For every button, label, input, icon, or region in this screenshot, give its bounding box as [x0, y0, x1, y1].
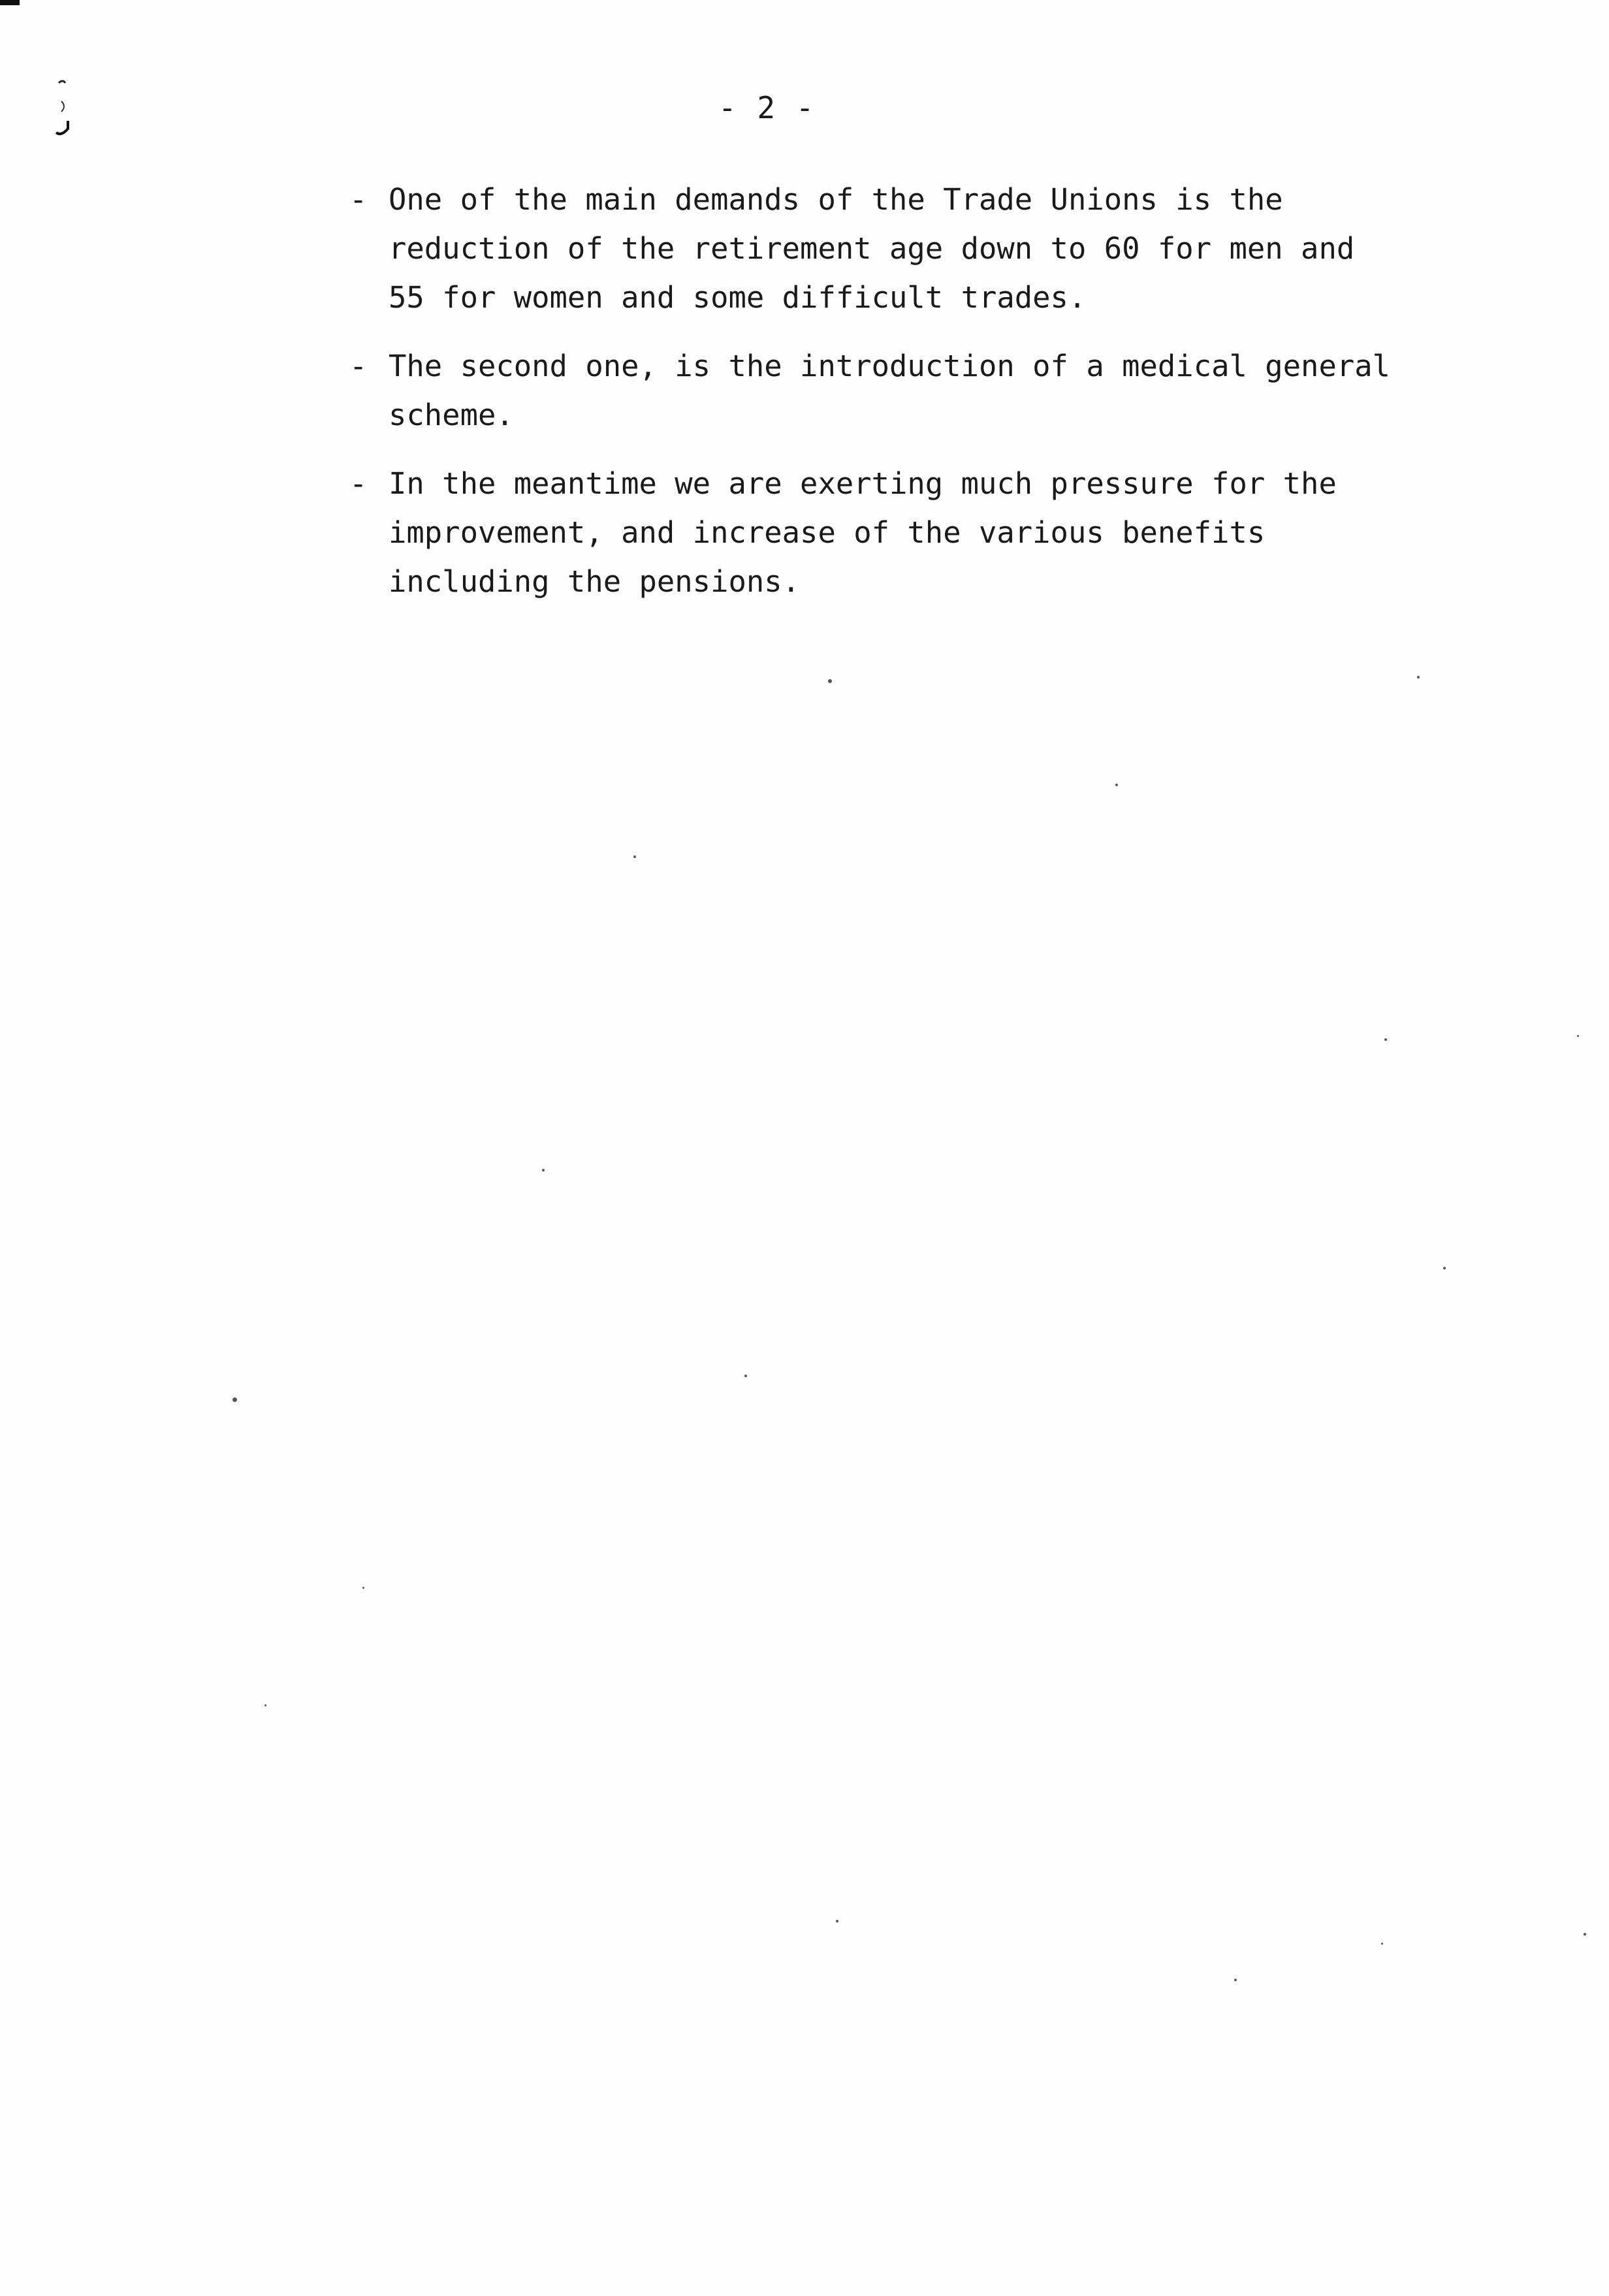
scan-speck	[1577, 1035, 1579, 1037]
bullet-line: In the meantime we are exerting much pressure for the	[389, 466, 1337, 501]
bullet-item	[349, 459, 1564, 606]
bullet-line: improvement, and increase of the various benefits	[389, 515, 1266, 550]
bullet-dash: -	[349, 349, 368, 383]
scan-speck	[1234, 1979, 1237, 1981]
bullet-line: including the pensions.	[389, 564, 801, 599]
scan-speck	[542, 1169, 545, 1172]
bullet-line: One of the main demands of the Trade Unions is the	[389, 182, 1283, 217]
scan-speck	[1417, 676, 1420, 678]
scan-speck	[362, 1587, 364, 1589]
bullet-item	[349, 342, 1564, 439]
scan-speck	[828, 679, 832, 683]
scan-speck	[744, 1375, 747, 1377]
bullet-dash: -	[349, 182, 368, 217]
handwritten-margin-mark	[52, 75, 78, 147]
scan-speck	[1115, 784, 1118, 786]
scan-corner-mark	[0, 0, 20, 5]
scan-speck	[633, 855, 636, 858]
bullet-item	[349, 175, 1564, 322]
scan-speck	[836, 1920, 838, 1922]
bullet-line: scheme.	[389, 398, 514, 432]
bullet-dash: -	[349, 466, 368, 501]
scan-speck	[1443, 1267, 1446, 1269]
bullet-line: reduction of the retirement age down to 60 for men and	[389, 231, 1355, 266]
scan-speck	[1584, 1933, 1586, 1936]
scan-speck	[232, 1397, 237, 1402]
scan-speck	[1381, 1943, 1383, 1945]
bullet-line: 55 for women and some difficult trades.	[389, 280, 1087, 315]
scan-speck	[264, 1704, 266, 1706]
bullet-list	[349, 175, 1564, 626]
bullet-line: The second one, is the introduction of a medical general	[389, 349, 1391, 383]
scan-speck	[1384, 1038, 1387, 1041]
page-number: - 2 -	[718, 90, 816, 125]
